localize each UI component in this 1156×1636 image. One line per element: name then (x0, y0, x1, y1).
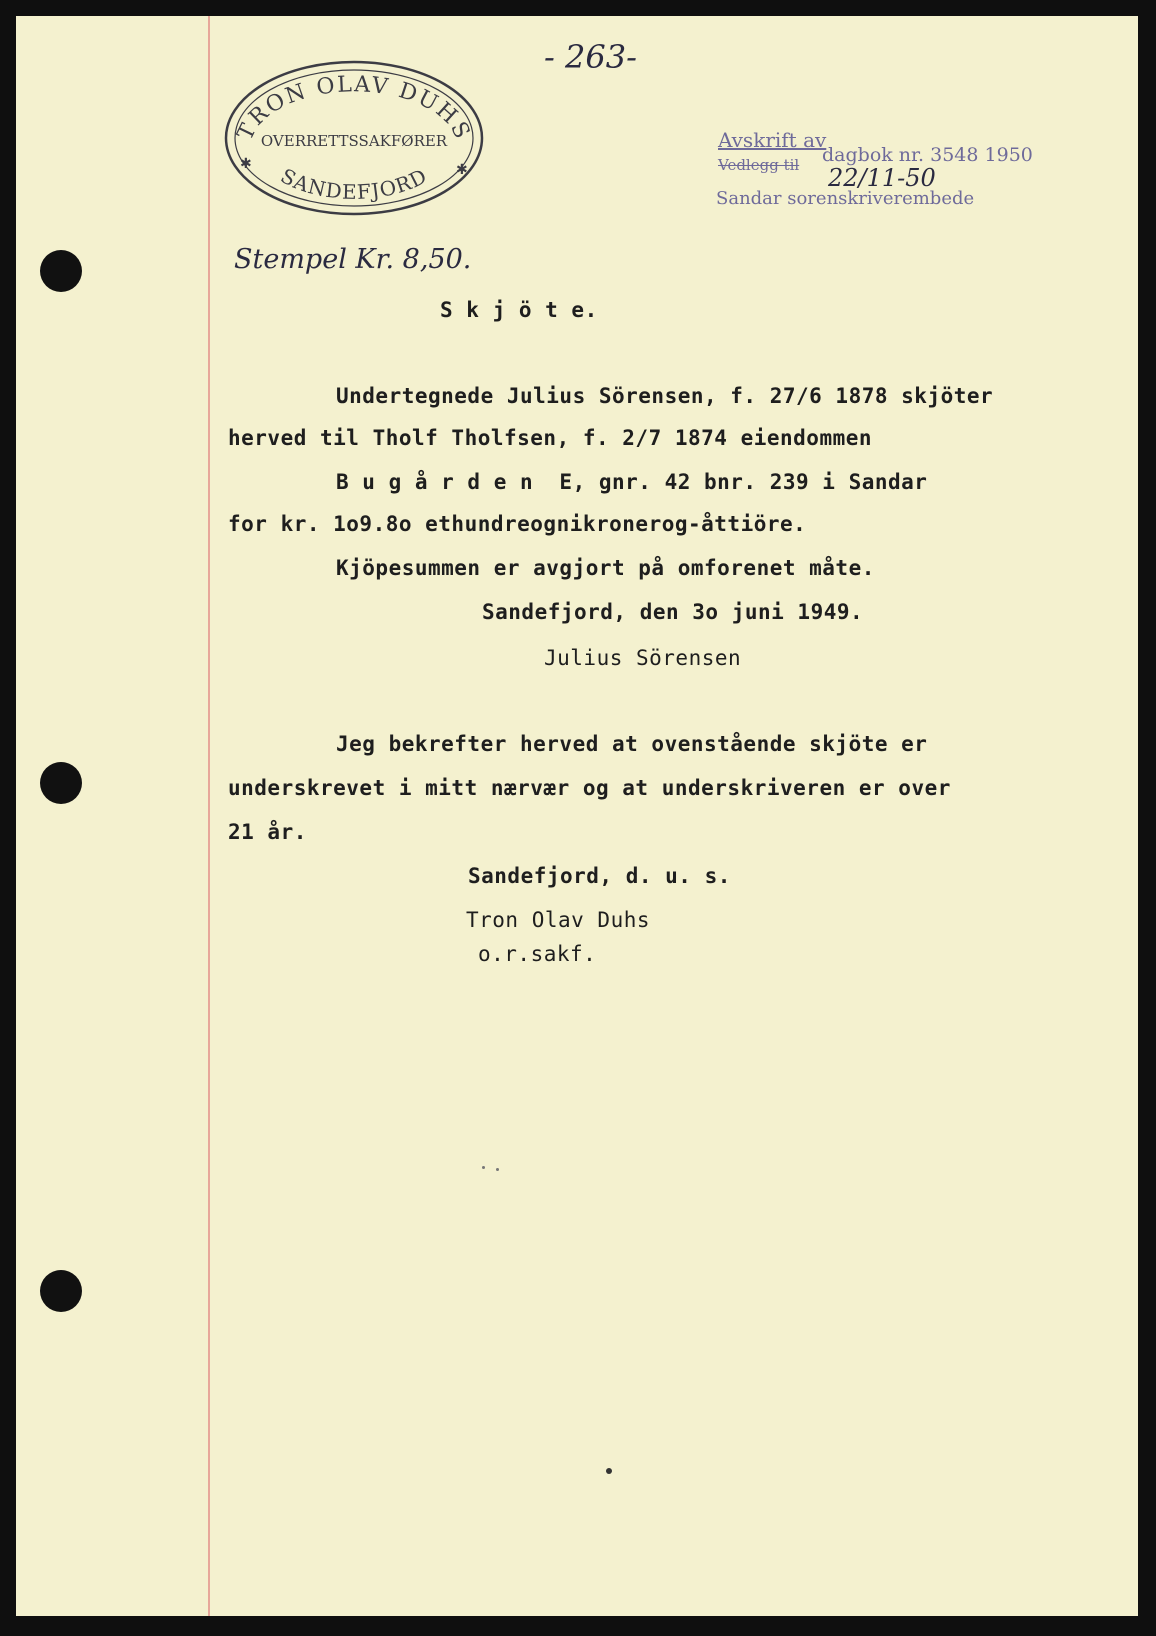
stamp-duty-note: Stempel Kr. 8,50. (234, 244, 472, 275)
lawyer-stamp (212, 46, 502, 236)
stamp-star-right-icon: ✱ (456, 163, 468, 178)
ink-speck (482, 1166, 485, 1169)
punch-hole-bottom (40, 1270, 82, 1312)
stamp-middle-text: OVERRETTSSAKFØRER (260, 132, 448, 150)
stamp-top-text: TRON OLAV DUHS (232, 72, 476, 145)
body-line-1: Undertegnede Julius Sörensen, f. 27/6 1878 skjöter (336, 384, 994, 408)
document-title: S k j ö t e. (440, 298, 598, 322)
page-number: - 263- (544, 38, 637, 76)
body-line-4: for kr. 1o9.8o ethundreognikronerog-åttiöre. (228, 512, 807, 536)
registry-line3: Sandar sorenskriverembede (716, 188, 975, 209)
registry-line2-struck: Vedlegg til (718, 156, 800, 174)
witness-line-1: Jeg bekrefter herved at ovenstående skjöte er (336, 732, 928, 756)
registry-line1-b: dagbok nr. 3548 1950 (822, 144, 1033, 166)
witness-name: Tron Olav Duhs (466, 908, 651, 932)
witness-place: Sandefjord, d. u. s. (468, 864, 731, 888)
registry-date: 22/11-50 (828, 164, 936, 192)
punch-hole-top (40, 250, 82, 292)
ink-speck (496, 1168, 499, 1171)
punch-hole-middle (40, 762, 82, 804)
place-date: Sandefjord, den 3o juni 1949. (482, 600, 864, 624)
body-line-2: herved til Tholf Tholfsen, f. 2/7 1874 eiendommen (228, 426, 873, 450)
registry-line1-a: Avskrift av (718, 128, 827, 152)
seller-signature: Julius Sörensen (544, 646, 742, 670)
ink-dot (606, 1468, 612, 1474)
witness-line-2: underskrevet i mitt nærvær og at underskriveren er over (228, 776, 951, 800)
witness-line-3: 21 år. (228, 820, 307, 844)
body-line-5: Kjöpesummen er avgjort på omforenet måte. (336, 556, 875, 580)
stamp-star-left-icon: ✱ (240, 157, 252, 172)
witness-title: o.r.sakf. (478, 942, 597, 966)
document-page (16, 16, 1138, 1616)
margin-line (208, 16, 210, 1616)
stamp-bottom-text: SANDEFJORD (276, 163, 432, 204)
body-line-3: B u g å r d e n E, gnr. 42 bnr. 239 i Sandar (336, 470, 928, 494)
